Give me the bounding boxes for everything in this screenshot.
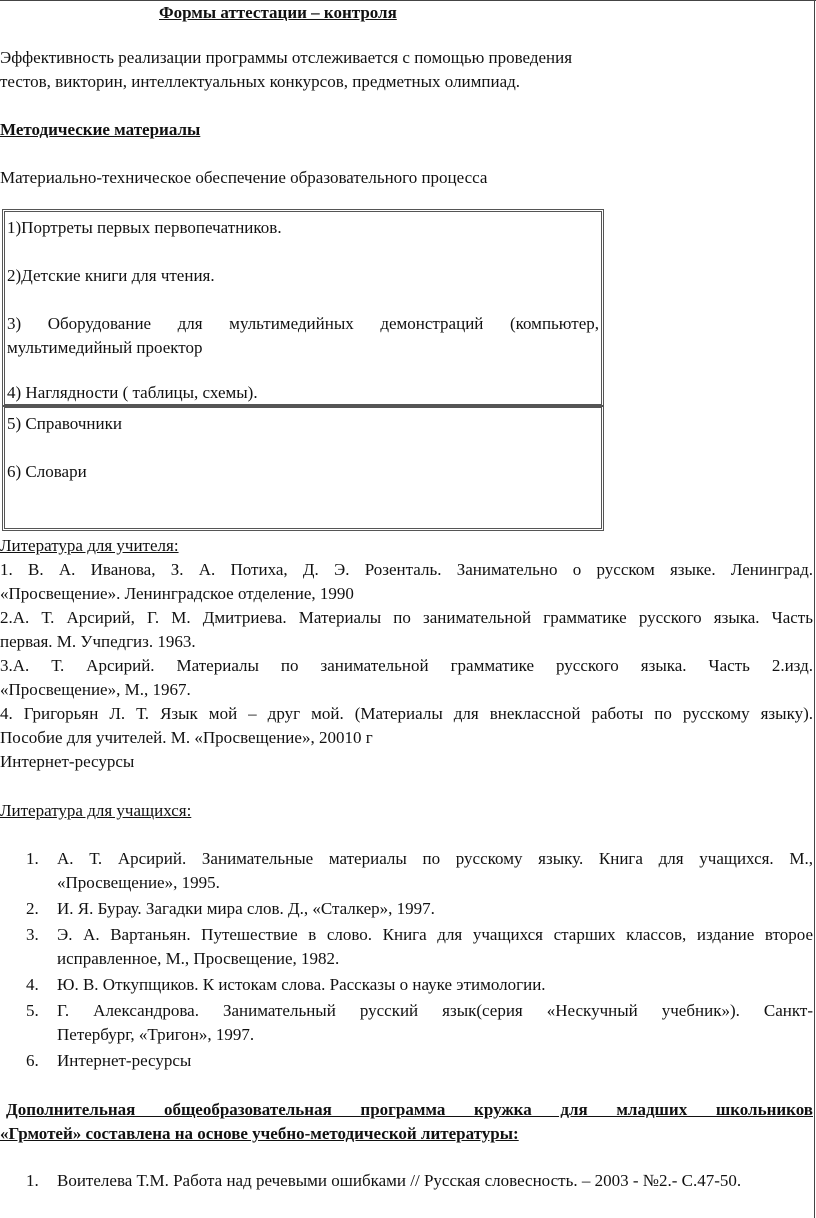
materials-item-5: 5) Справочники	[7, 414, 122, 433]
student-lit-number: 5.	[26, 1001, 39, 1020]
materials-item-3-line-2: мультимедийный проектор	[7, 338, 203, 357]
materials-item-2: 2)Детские книги для чтения.	[7, 266, 215, 285]
materials-table-cell-1	[2, 209, 604, 407]
student-lit-number: 2.	[26, 899, 39, 918]
materials-item-3-line-1: 3) Оборудование для мультимедийных демонстраций (компьютер,	[7, 314, 599, 333]
intro-line-1: Эффективность реализации программы отслеживается с помощью проведения	[0, 48, 573, 67]
student-lit-item-line-1: А. Т. Арсирий. Занимательные материалы по русскому языку. Книга для учащихся. М.,	[57, 849, 813, 868]
right-border	[814, 0, 815, 1218]
student-lit-item-line-1: Ю. В. Откупщиков. К истокам слова. Рассказы о науке этимологии.	[57, 975, 546, 994]
materials-table-cell-2	[2, 405, 604, 531]
teacher-lit-line: «Просвещение», М., 1967.	[0, 680, 191, 699]
top-border	[0, 0, 816, 1]
student-lit-number: 3.	[26, 925, 39, 944]
student-lit-item-line-2: Петербург, «Тригон», 1997.	[57, 1025, 255, 1044]
materials-item-1: 1)Портреты первых первопечатников.	[7, 218, 282, 237]
student-lit-number: 4.	[26, 975, 39, 994]
program-heading-line-1: Дополнительная общеобразовательная программа кружка для младших школьников	[6, 1100, 813, 1119]
teacher-lit-line: «Просвещение». Ленинградское отделение, 1990	[0, 584, 354, 603]
student-lit-item-line-1: Э. А. Вартаньян. Путешествие в слово. Книга для учащихся старших классов, издание второе	[57, 925, 813, 944]
teacher-lit-line: Интернет-ресурсы	[0, 752, 135, 771]
student-lit-item-line-1: Г. Александрова. Занимательный русский язык(серия «Нескучный учебник»). Санкт-	[57, 1001, 813, 1020]
program-lit-item: Воителева Т.М. Работа над речевыми ошибками // Русская словесность. – 2003 - №2.- С.47-50.	[57, 1171, 742, 1190]
materials-item-6: 6) Словари	[7, 462, 87, 481]
student-lit-number: 6.	[26, 1051, 39, 1070]
page-title: Формы аттестации – контроля	[159, 3, 397, 22]
material-heading: Материально-техническое обеспечение образовательного процесса	[0, 168, 488, 187]
methodical-heading: Методические материалы	[0, 120, 201, 139]
teacher-lit-line: первая. М. Учпедгиз. 1963.	[0, 632, 196, 651]
program-heading-line-2: «Грмотей» составлена на основе учебно-методической литературы:	[0, 1124, 519, 1143]
teacher-lit-line: 4. Григорьян Л. Т. Язык мой – друг мой. (Материалы для внеклассной работы по русскому языку).	[0, 704, 813, 723]
teacher-lit-line: 1. В. А. Иванова, З. А. Потиха, Д. Э. Розенталь. Занимательно о русском языке. Ленинград.	[0, 560, 813, 579]
materials-item-4: 4) Наглядности ( таблицы, схемы).	[7, 383, 258, 402]
student-lit-item-line-1: Интернет-ресурсы	[57, 1051, 192, 1070]
intro-line-2: тестов, викторин, интеллектуальных конкурсов, предметных олимпиад.	[0, 72, 521, 91]
teacher-lit-line: 3.А. Т. Арсирий. Материалы по занимательной грамматике русского языка. Часть 2.изд.	[0, 656, 813, 675]
teacher-lit-heading: Литература для учителя:	[0, 536, 179, 555]
student-lit-number: 1.	[26, 849, 39, 868]
student-lit-heading: Литература для учащихся:	[0, 801, 192, 820]
student-lit-item-line-1: И. Я. Бурау. Загадки мира слов. Д., «Сталкер», 1997.	[57, 899, 435, 918]
student-lit-item-line-2: «Просвещение», 1995.	[57, 873, 220, 892]
program-lit-number: 1.	[26, 1171, 39, 1190]
student-lit-item-line-2: исправленное, М., Просвещение, 1982.	[57, 949, 340, 968]
teacher-lit-line: Пособие для учителей. М. «Просвещение», 20010 г	[0, 728, 373, 747]
teacher-lit-line: 2.А. Т. Арсирий, Г. М. Дмитриева. Материалы по занимательной грамматике русского языка. Часть	[0, 608, 813, 627]
